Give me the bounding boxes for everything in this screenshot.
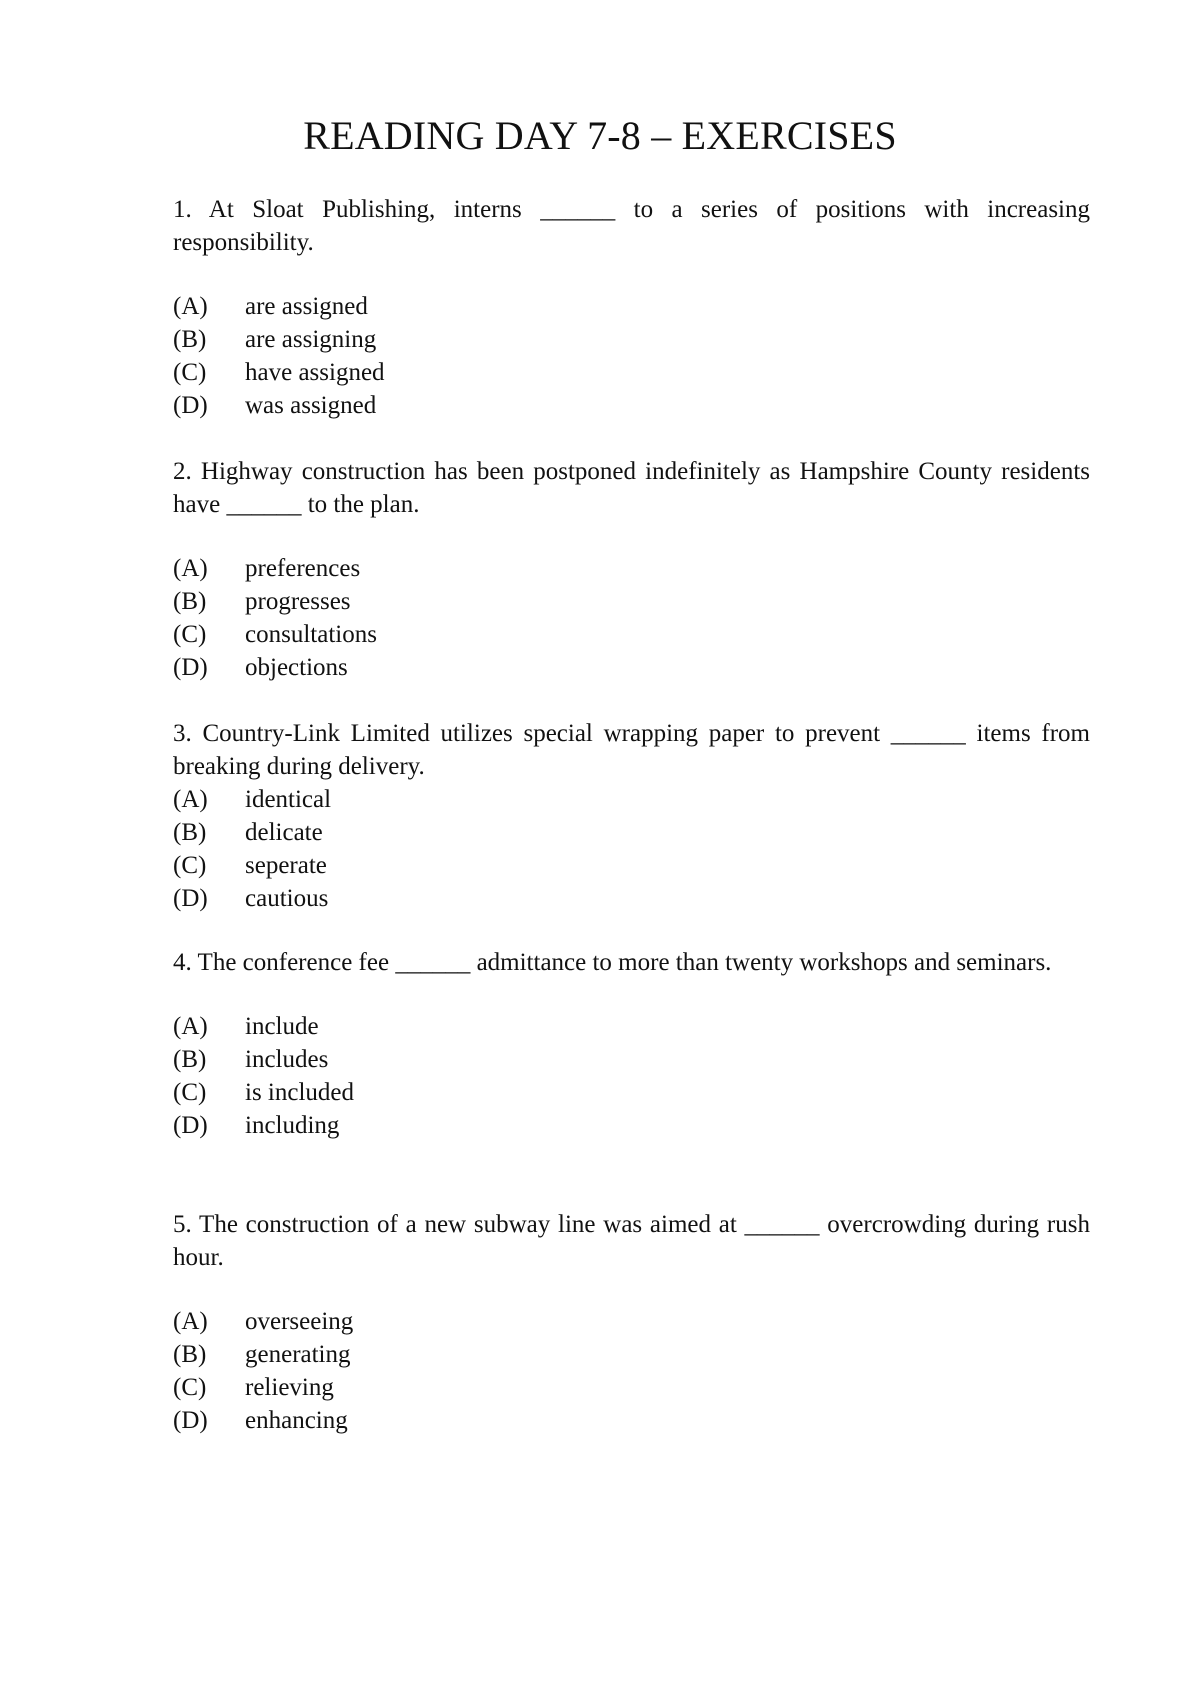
- option-text: including: [245, 1112, 340, 1139]
- option-text: cautious: [245, 885, 329, 912]
- option-letter: (D): [173, 392, 208, 419]
- answer-option-c: [173, 1076, 1090, 1109]
- option-letter: (B): [173, 819, 207, 846]
- option-text: are assigning: [245, 326, 377, 353]
- answer-option-b: [173, 816, 1090, 849]
- option-text: generating: [245, 1341, 351, 1368]
- answer-option-a: [173, 290, 1090, 323]
- option-text: is included: [245, 1079, 355, 1106]
- option-letter: (A): [173, 293, 208, 320]
- answer-options: [173, 1305, 1090, 1437]
- option-text: consultations: [245, 621, 377, 648]
- answer-option-b: [173, 1043, 1090, 1076]
- page-title: READING DAY 7-8 – EXERCISES: [303, 113, 897, 158]
- answer-option-d: [173, 1404, 1090, 1437]
- answer-options: [173, 783, 1090, 915]
- question-3: [173, 717, 1090, 915]
- option-letter: (C): [173, 359, 207, 386]
- answer-option-d: [173, 389, 1090, 422]
- option-letter: (A): [173, 1308, 208, 1335]
- option-letter: (B): [173, 1341, 207, 1368]
- option-letter: (D): [173, 654, 208, 681]
- answer-option-b: [173, 1338, 1090, 1371]
- option-letter: (C): [173, 852, 207, 879]
- answer-option-c: [173, 1371, 1090, 1404]
- option-letter: (A): [173, 1013, 208, 1040]
- option-text: preferences: [245, 555, 361, 582]
- option-text: seperate: [245, 852, 327, 879]
- question-stem: 1. At Sloat Publishing, interns ______ to a series of positions with increasing responsibility.: [173, 196, 1090, 256]
- option-text: identical: [245, 786, 332, 813]
- option-letter: (C): [173, 1374, 207, 1401]
- question-1: [173, 193, 1090, 422]
- question-4: [173, 946, 1090, 1142]
- option-letter: (D): [173, 885, 208, 912]
- option-text: include: [245, 1013, 319, 1040]
- option-text: includes: [245, 1046, 329, 1073]
- option-letter: (B): [173, 588, 207, 615]
- option-letter: (A): [173, 786, 208, 813]
- option-letter: (B): [173, 1046, 207, 1073]
- question-5: [173, 1208, 1090, 1437]
- option-letter: (A): [173, 555, 208, 582]
- option-text: are assigned: [245, 293, 368, 320]
- answer-option-d: [173, 1109, 1090, 1142]
- question-2: [173, 455, 1090, 684]
- option-text: progresses: [245, 588, 351, 615]
- answer-option-d: [173, 882, 1090, 915]
- answer-option-a: [173, 1010, 1090, 1043]
- option-letter: (C): [173, 621, 207, 648]
- option-letter: (D): [173, 1407, 208, 1434]
- answer-option-c: [173, 356, 1090, 389]
- answer-options: [173, 1010, 1090, 1142]
- answer-option-a: [173, 552, 1090, 585]
- option-letter: (B): [173, 326, 207, 353]
- option-text: overseeing: [245, 1308, 354, 1335]
- answer-option-d: [173, 651, 1090, 684]
- question-stem: 5. The construction of a new subway line was aimed at ______ overcrowding during rush hour.: [173, 1211, 1090, 1271]
- option-text: delicate: [245, 819, 323, 846]
- question-stem: 2. Highway construction has been postponed indefinitely as Hampshire County residents have ______ to the plan.: [173, 458, 1090, 518]
- option-text: enhancing: [245, 1407, 348, 1434]
- option-letter: (D): [173, 1112, 208, 1139]
- answer-option-a: [173, 783, 1090, 816]
- option-text: was assigned: [245, 392, 377, 419]
- answer-option-a: [173, 1305, 1090, 1338]
- option-text: have assigned: [245, 359, 385, 386]
- answer-option-b: [173, 323, 1090, 356]
- question-stem: 4. The conference fee ______ admittance to more than twenty workshops and seminars.: [173, 949, 1052, 976]
- question-stem: 3. Country-Link Limited utilizes special wrapping paper to prevent ______ items from breaking during delivery.: [173, 720, 1090, 780]
- answer-option-c: [173, 618, 1090, 651]
- option-text: relieving: [245, 1374, 334, 1401]
- answer-options: [173, 552, 1090, 684]
- option-text: objections: [245, 654, 348, 681]
- answer-option-c: [173, 849, 1090, 882]
- answer-option-b: [173, 585, 1090, 618]
- answer-options: [173, 290, 1090, 422]
- option-letter: (C): [173, 1079, 207, 1106]
